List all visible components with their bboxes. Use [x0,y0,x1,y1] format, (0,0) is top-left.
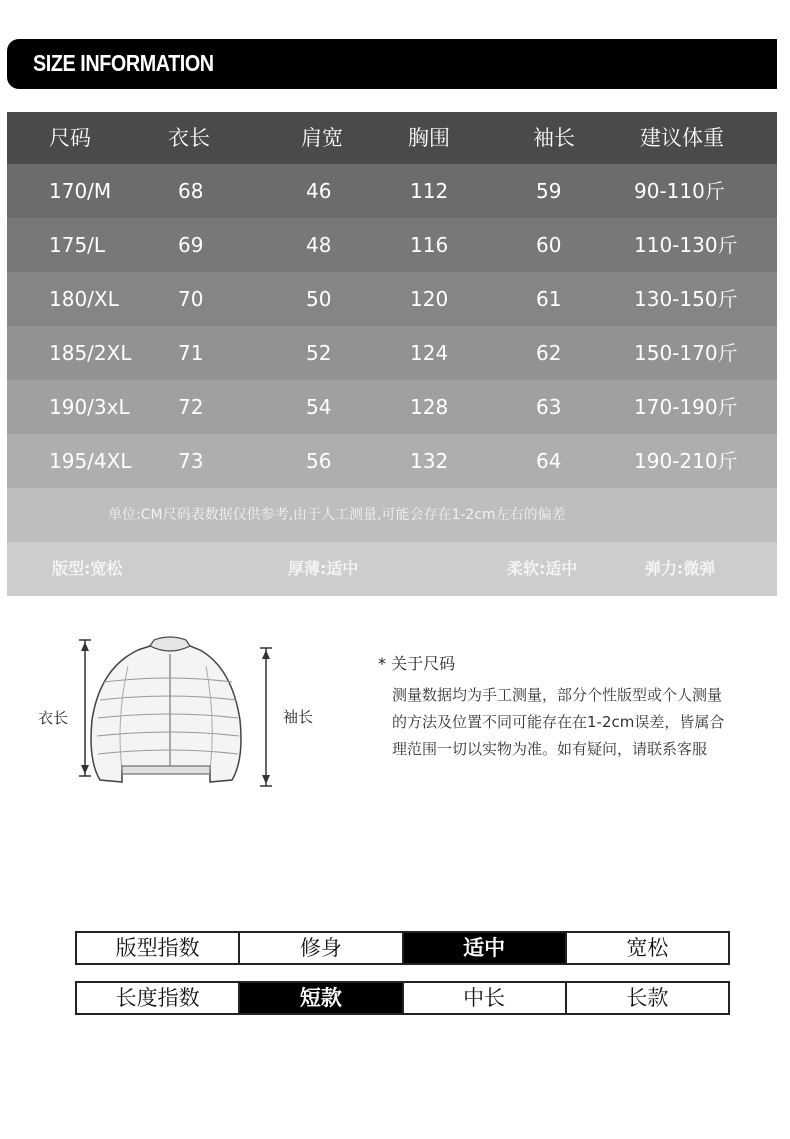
cell-sleeve: 62 [536,341,562,365]
cell-shoulder: 54 [306,395,332,419]
about-line: 测量数据均为手工测量，部分个性版型或个人测量 [392,686,723,704]
length-option-long: 长款 [565,983,728,1013]
cell-shoulder: 48 [306,233,332,257]
cell-sleeve: 60 [536,233,562,257]
cell-shoulder: 46 [306,179,332,203]
cell-sleeve: 61 [536,287,562,311]
attributes-row [7,542,777,596]
header-weight: 建议体重 [640,126,724,150]
table-row [7,164,777,218]
fit-option-loose: 宽松 [565,933,728,963]
measurement-note: 单位:CM尺码表数据仅供参考,由于人工测量,可能会存在1-2cm左右的偏差 [108,507,566,523]
cell-weight: 90-110斤 [634,179,725,203]
cell-chest: 132 [410,449,449,473]
cell-sleeve: 59 [536,179,562,203]
cell-size: 170/M [49,179,112,203]
attr-fit: 版型:宽松 [52,559,123,578]
length-index-label: 长度指数 [115,986,200,1010]
cell-chest: 124 [410,341,449,365]
cell-shoulder: 52 [306,341,332,365]
cell-size: 185/2XL [49,341,132,365]
cell-length: 73 [178,449,204,473]
cell-shoulder: 50 [306,287,332,311]
table-row [7,272,777,326]
about-line: 的方法及位置不同可能存在在1-2cm误差，皆属合 [392,713,725,731]
attr-softness: 柔软:适中 [507,559,578,578]
cell-weight: 170-190斤 [634,395,738,419]
length-option-mid: 中长 [402,983,565,1013]
table-row [7,218,777,272]
attr-thickness: 厚薄:适中 [288,559,359,578]
header-length: 衣长 [168,126,210,150]
cell-length: 69 [178,233,204,257]
length-label: 衣长 [38,709,69,727]
cell-weight: 190-210斤 [634,449,738,473]
measurement-note-row [7,488,777,542]
cell-weight: 110-130斤 [634,233,738,257]
cell-chest: 112 [410,179,449,203]
table-row [7,326,777,380]
header-size: 尺码 [49,126,91,150]
cell-weight: 130-150斤 [634,287,738,311]
jacket-diagram [0,620,380,810]
header-sleeve: 袖长 [533,126,575,150]
cell-size: 190/3xL [49,395,130,419]
table-row [7,434,777,488]
cell-length: 70 [178,287,204,311]
fit-option-slim: 修身 [238,933,401,963]
header-chest: 胸围 [408,126,450,150]
about-size-section [378,652,778,763]
about-line: 理范围一切以实物为准。如有疑问，请联系客服 [392,740,708,758]
fit-index-bar [75,931,730,965]
table-row [7,380,777,434]
cell-size: 195/4XL [49,449,132,473]
cell-length: 72 [178,395,204,419]
about-body [392,682,778,763]
sleeve-label: 袖长 [283,708,314,726]
cell-chest: 120 [410,287,449,311]
cell-shoulder: 56 [306,449,332,473]
banner-title: SIZE INFORMATION [33,50,214,76]
fit-index-label: 版型指数 [115,936,200,960]
table-header-row [7,112,777,164]
cell-weight: 150-170斤 [634,341,738,365]
size-info-banner [7,39,777,89]
cell-chest: 116 [410,233,449,257]
cell-sleeve: 64 [536,449,562,473]
attr-elasticity: 弹力:微弹 [645,559,716,578]
cell-chest: 128 [410,395,449,419]
cell-size: 175/L [49,233,106,257]
size-table [7,112,777,596]
about-title: * 关于尺码 [378,654,456,673]
length-index-bar [75,981,730,1015]
cell-size: 180/XL [49,287,119,311]
cell-sleeve: 63 [536,395,562,419]
header-shoulder: 肩宽 [301,126,343,150]
fit-option-regular: 适中 [402,933,565,963]
cell-length: 68 [178,179,204,203]
cell-length: 71 [178,341,204,365]
length-option-short: 短款 [238,983,401,1013]
